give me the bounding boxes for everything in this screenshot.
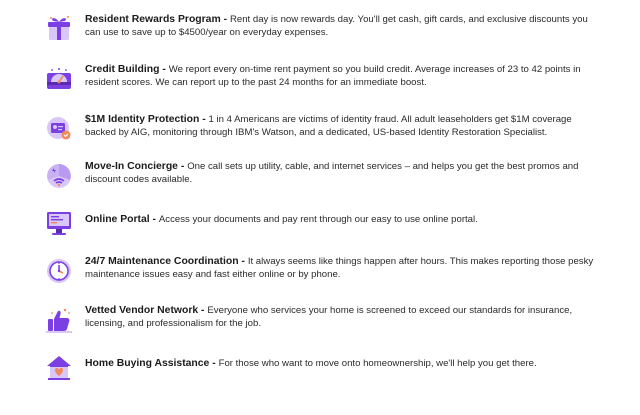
feature-text <box>85 114 605 139</box>
title-separator: - <box>199 114 209 125</box>
feature-description: One call sets up utility, cable, and internet services – and helps you get the best promos and discount codes available. <box>85 161 579 185</box>
feature-title: Online Portal <box>85 214 150 225</box>
feature-description: Everyone who services your home is screened to exceed our standards for insurance, licensing, and professionalism for the job. <box>85 305 573 329</box>
title-separator: - <box>238 256 248 267</box>
feature-title: $1M Identity Protection <box>85 114 200 125</box>
feature-description: It always seems like things happen after hours. This makes reporting those pesky maintenance issues easy and fast either online or by phone. <box>85 256 594 280</box>
feature-title: Home Buying Assistance <box>85 358 210 369</box>
feature-text <box>85 305 605 330</box>
thumbs-up-icon <box>44 305 74 335</box>
feature-description: Access your documents and pay rent through our easy to use online portal. <box>158 214 478 225</box>
home-heart-icon <box>44 352 74 382</box>
feature-title: 24/7 Maintenance Coordination <box>85 256 239 267</box>
identity-protection-icon <box>44 114 74 144</box>
feature-text <box>85 256 605 281</box>
feature-title: Move-In Concierge <box>85 161 178 172</box>
feature-description: We report every on-time rent payment so you build credit. Average increases of 23 to 42 points in resident scores. We can report up to the past 24 months for an immediate boost. <box>85 64 581 88</box>
feature-description: For those who want to move onto homeownership, we'll help you get there. <box>218 358 537 369</box>
title-separator: - <box>177 161 188 172</box>
title-separator: - <box>220 14 230 25</box>
feature-text <box>85 161 605 186</box>
feature-description: 1 in 4 Americans are victims of identity fraud. All adult leaseholders get $1M coverage backed by AIG, monitoring through IBM's Watson, and a dedicated, US-based Identity Restoration Specialist. <box>85 114 572 138</box>
gift-icon <box>44 14 74 44</box>
computer-monitor-icon <box>44 208 74 238</box>
feature-title: Credit Building <box>85 64 160 75</box>
feature-title: Vetted Vendor Network <box>85 305 199 316</box>
title-separator: - <box>198 305 208 316</box>
title-separator: - <box>149 214 159 225</box>
feature-description: Rent day is now rewards day. You'll get cash, gift cards, and exclusive discounts you can use to save up to $4500/year on everyday expenses. <box>85 14 588 38</box>
wifi-utilities-icon <box>44 161 74 191</box>
title-separator: - <box>209 358 219 369</box>
title-separator: - <box>159 64 169 75</box>
clock-icon <box>44 256 74 286</box>
feature-title: Resident Rewards Program <box>85 14 221 25</box>
feature-text <box>85 64 605 89</box>
feature-text <box>85 214 605 227</box>
credit-gauge-icon <box>44 64 74 94</box>
feature-text <box>85 358 605 371</box>
feature-text <box>85 14 605 39</box>
